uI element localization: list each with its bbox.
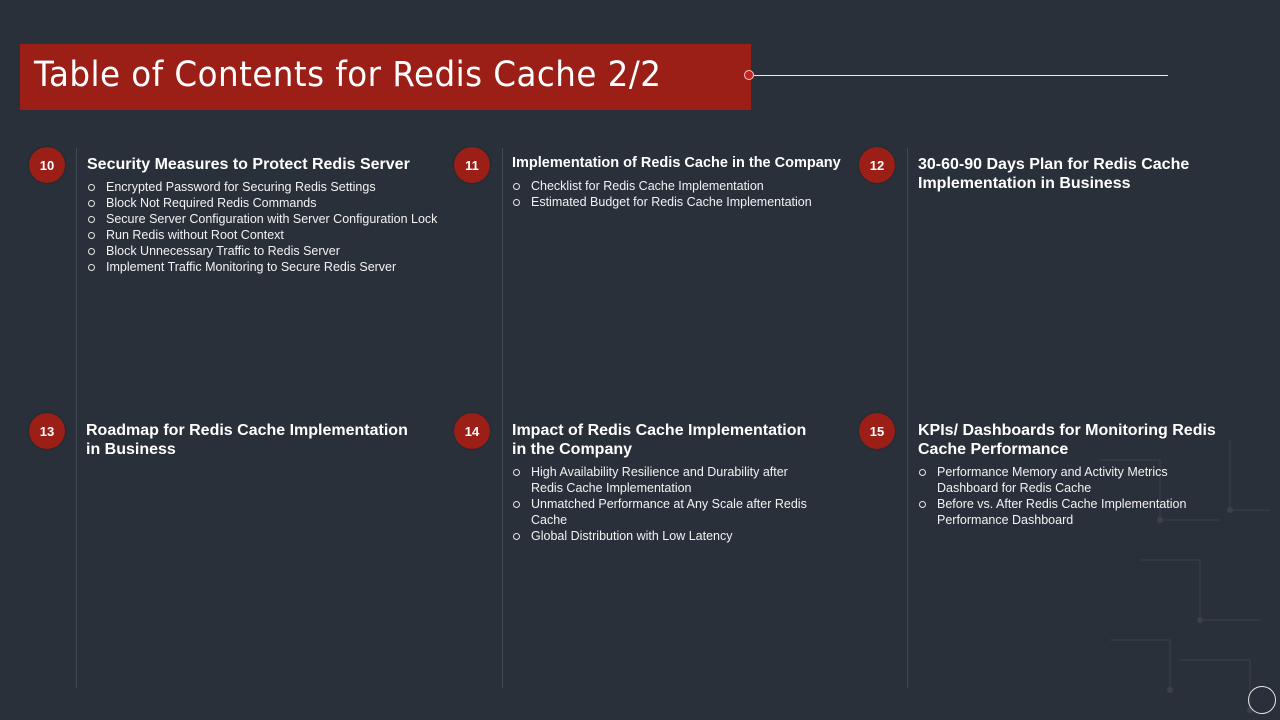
section-number-badge: 13 bbox=[29, 413, 65, 449]
toc-section-11[interactable] bbox=[512, 154, 872, 210]
list-item[interactable]: Encrypted Password for Securing Redis Settings bbox=[87, 179, 487, 195]
corner-circle-icon bbox=[1248, 686, 1276, 714]
list-item[interactable]: Block Not Required Redis Commands bbox=[87, 195, 487, 211]
circle-bullet-icon bbox=[513, 183, 520, 190]
title-banner bbox=[20, 44, 751, 110]
section-title[interactable]: Roadmap for Redis Cache Implementation in Business bbox=[86, 422, 408, 458]
section-items-list bbox=[87, 179, 487, 275]
section-title[interactable]: Security Measures to Protect Redis Server bbox=[87, 156, 410, 173]
list-item[interactable]: Performance Memory and Activity Metrics Dashboard for Redis Cache bbox=[918, 464, 1218, 496]
list-item[interactable]: Global Distribution with Low Latency bbox=[512, 528, 817, 544]
page-title: Table of Contents for Redis Cache 2/2 bbox=[34, 55, 662, 95]
circle-bullet-icon bbox=[513, 199, 520, 206]
section-number-badge: 12 bbox=[859, 147, 895, 183]
column-divider-1 bbox=[76, 148, 77, 688]
circle-bullet-icon bbox=[513, 469, 520, 476]
circle-bullet-icon bbox=[919, 501, 926, 508]
section-number-badge: 10 bbox=[29, 147, 65, 183]
toc-section-14[interactable] bbox=[512, 421, 817, 544]
section-items-list bbox=[512, 178, 872, 210]
section-items-list bbox=[918, 464, 1218, 528]
toc-section-13[interactable] bbox=[86, 421, 426, 464]
list-item[interactable]: Estimated Budget for Redis Cache Implementation bbox=[512, 194, 872, 210]
circle-bullet-icon bbox=[513, 501, 520, 508]
circle-bullet-icon bbox=[88, 200, 95, 207]
toc-section-15[interactable] bbox=[918, 421, 1218, 528]
list-item[interactable]: Secure Server Configuration with Server Configuration Lock bbox=[87, 211, 487, 227]
section-title[interactable]: 30-60-90 Days Plan for Redis Cache Implementation in Business bbox=[918, 156, 1190, 192]
circle-bullet-icon bbox=[88, 232, 95, 239]
section-title[interactable]: KPIs/ Dashboards for Monitoring Redis Cache Performance bbox=[918, 422, 1216, 458]
section-title[interactable]: Implementation of Redis Cache in the Company bbox=[512, 155, 841, 171]
circle-bullet-icon bbox=[919, 469, 926, 476]
section-title[interactable]: Impact of Redis Cache Implementation in the Company bbox=[512, 422, 807, 458]
circle-bullet-icon bbox=[88, 248, 95, 255]
circle-bullet-icon bbox=[513, 533, 520, 540]
section-items-list bbox=[512, 464, 817, 544]
section-number-badge: 14 bbox=[454, 413, 490, 449]
column-divider-3 bbox=[907, 148, 908, 688]
section-number-badge: 11 bbox=[454, 147, 490, 183]
list-item[interactable]: Block Unnecessary Traffic to Redis Server bbox=[87, 243, 487, 259]
toc-section-12[interactable] bbox=[918, 155, 1208, 198]
list-item[interactable]: Unmatched Performance at Any Scale after Redis Cache bbox=[512, 496, 817, 528]
list-item[interactable]: Run Redis without Root Context bbox=[87, 227, 487, 243]
circle-bullet-icon bbox=[88, 184, 95, 191]
circle-bullet-icon bbox=[88, 264, 95, 271]
list-item[interactable]: Before vs. After Redis Cache Implementation Performance Dashboard bbox=[918, 496, 1218, 528]
title-underline bbox=[754, 75, 1168, 76]
column-divider-2 bbox=[502, 148, 503, 688]
circle-bullet-icon bbox=[88, 216, 95, 223]
title-connector-dot bbox=[744, 70, 754, 80]
list-item[interactable]: High Availability Resilience and Durability after Redis Cache Implementation bbox=[512, 464, 817, 496]
toc-section-10[interactable] bbox=[87, 155, 487, 275]
section-number-badge: 15 bbox=[859, 413, 895, 449]
list-item[interactable]: Implement Traffic Monitoring to Secure Redis Server bbox=[87, 259, 487, 275]
list-item[interactable]: Checklist for Redis Cache Implementation bbox=[512, 178, 872, 194]
